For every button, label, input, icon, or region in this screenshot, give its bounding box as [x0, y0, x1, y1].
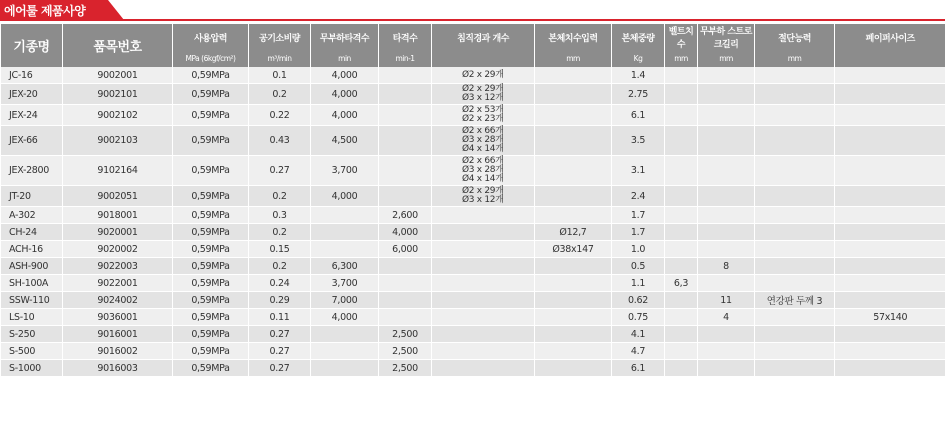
table-row: [1, 207, 945, 224]
cell-cutting: [755, 309, 835, 326]
cell-pressure: 0,59MPa: [173, 326, 249, 343]
cell-strokes: 2,600: [379, 207, 432, 224]
needle-spec-line: Ø2 x 23개: [462, 114, 504, 124]
cell-weight: 1.1: [612, 275, 665, 292]
cell-part-no: 9016003: [63, 360, 173, 377]
cell-weight: 6.1: [612, 105, 665, 126]
cell-part-no: 9020002: [63, 241, 173, 258]
cell-model: ASH-900: [1, 258, 63, 275]
cell-weight: 2.75: [612, 84, 665, 105]
cell-paper: [835, 186, 945, 207]
cell-strokes: [379, 258, 432, 275]
cell-strokes: 4,000: [379, 224, 432, 241]
table-row: [1, 309, 945, 326]
table-row: [1, 126, 945, 156]
cell-needle: [432, 207, 535, 224]
cell-strokes: [379, 84, 432, 105]
cell-stroke: [698, 360, 755, 377]
cell-paper: [835, 126, 945, 156]
cell-stroke: [698, 126, 755, 156]
cell-strokes: 2,500: [379, 343, 432, 360]
col-part-header: 품목번호: [63, 24, 173, 67]
cell-needle: [432, 292, 535, 309]
cell-air: 0.15: [249, 241, 311, 258]
title-underline: [0, 19, 945, 21]
needle-spec-line: Ø2 x 29개: [462, 186, 504, 196]
cell-stroke: [698, 326, 755, 343]
cell-paper: [835, 67, 945, 84]
cell-body-dim: [535, 126, 612, 156]
cell-part-no: 9020001: [63, 224, 173, 241]
cell-paper: [835, 360, 945, 377]
cell-air: 0.2: [249, 224, 311, 241]
cell-needle: [432, 224, 535, 241]
needle-spec-line: Ø3 x 12개: [462, 195, 504, 205]
cell-paper: [835, 292, 945, 309]
cell-weight: 3.5: [612, 126, 665, 156]
cell-pressure: 0,59MPa: [173, 309, 249, 326]
cell-noload: 4,000: [311, 67, 379, 84]
cell-weight: 0.75: [612, 309, 665, 326]
col-cutting-header: 절단능력: [755, 24, 835, 50]
cell-belt: [665, 292, 698, 309]
cell-part-no: 9036001: [63, 309, 173, 326]
cell-pressure: 0,59MPa: [173, 84, 249, 105]
cell-model: S-250: [1, 326, 63, 343]
cell-strokes: [379, 309, 432, 326]
cell-stroke: [698, 186, 755, 207]
cell-part-no: 9002101: [63, 84, 173, 105]
cell-part-no: 9022003: [63, 258, 173, 275]
cell-weight: 0.5: [612, 258, 665, 275]
cell-stroke: 4: [698, 309, 755, 326]
cell-needle: [432, 258, 535, 275]
cell-model: JEX-24: [1, 105, 63, 126]
unit-pressure: MPa (6kgf/cm²): [173, 50, 249, 67]
cell-cutting: [755, 105, 835, 126]
table-row: [1, 275, 945, 292]
cell-air: 0.3: [249, 207, 311, 224]
needle-spec-line: Ø2 x 53개: [462, 105, 504, 115]
table-row: [1, 258, 945, 275]
cell-stroke: [698, 207, 755, 224]
cell-needle: [432, 126, 535, 156]
cell-needle: [432, 241, 535, 258]
cell-pressure: 0,59MPa: [173, 224, 249, 241]
table-row: [1, 67, 945, 84]
spec-table: [0, 24, 945, 377]
cell-air: 0.27: [249, 360, 311, 377]
cell-strokes: 2,500: [379, 326, 432, 343]
cell-needle: [432, 156, 535, 186]
cell-body-dim: [535, 275, 612, 292]
cell-belt: [665, 207, 698, 224]
cell-strokes: [379, 156, 432, 186]
cell-body-dim: [535, 258, 612, 275]
cell-paper: [835, 326, 945, 343]
cell-paper: [835, 258, 945, 275]
cell-needle: [432, 275, 535, 292]
cell-noload: [311, 360, 379, 377]
cell-paper: [835, 275, 945, 292]
col-belt-header: 벨트치수: [665, 24, 698, 50]
cell-belt: [665, 84, 698, 105]
table-row: [1, 241, 945, 258]
cell-body-dim: [535, 360, 612, 377]
col-weight-header: 본체중량: [612, 24, 665, 50]
cell-body-dim: [535, 186, 612, 207]
cell-needle: [432, 326, 535, 343]
cell-model: JEX-2800: [1, 156, 63, 186]
cell-cutting: [755, 326, 835, 343]
cell-part-no: 9002102: [63, 105, 173, 126]
cell-air: 0.2: [249, 186, 311, 207]
cell-strokes: [379, 105, 432, 126]
cell-strokes: 2,500: [379, 360, 432, 377]
cell-pressure: 0,59MPa: [173, 360, 249, 377]
table-row: [1, 326, 945, 343]
table-row: [1, 156, 945, 186]
cell-needle: [432, 186, 535, 207]
cell-cutting: [755, 84, 835, 105]
cell-noload: 4,000: [311, 84, 379, 105]
cell-air: 0.2: [249, 84, 311, 105]
cell-belt: [665, 309, 698, 326]
cell-pressure: 0,59MPa: [173, 258, 249, 275]
cell-air: 0.27: [249, 343, 311, 360]
cell-cutting: [755, 258, 835, 275]
unit-stroke: mm: [698, 50, 755, 67]
cell-body-dim: [535, 292, 612, 309]
col-air-header: 공기소비량: [249, 24, 311, 50]
section-title: 에어툴 제품사양: [4, 4, 86, 18]
cell-paper: [835, 105, 945, 126]
cell-cutting: [755, 224, 835, 241]
cell-body-dim: [535, 207, 612, 224]
cell-needle: [432, 309, 535, 326]
col-needle-header: 침직경과 개수: [432, 24, 535, 50]
cell-strokes: [379, 275, 432, 292]
cell-air: 0.22: [249, 105, 311, 126]
cell-air: 0.2: [249, 258, 311, 275]
cell-part-no: 9016002: [63, 343, 173, 360]
cell-paper: 57x140: [835, 309, 945, 326]
cell-weight: 3.1: [612, 156, 665, 186]
cell-weight: 1.7: [612, 207, 665, 224]
cell-air: 0.11: [249, 309, 311, 326]
cell-cutting: 연강판 두께 3: [755, 292, 835, 309]
cell-cutting: [755, 186, 835, 207]
cell-cutting: [755, 275, 835, 292]
cell-belt: [665, 156, 698, 186]
cell-noload: 4,000: [311, 105, 379, 126]
cell-part-no: 9002001: [63, 67, 173, 84]
cell-weight: 1.4: [612, 67, 665, 84]
cell-noload: [311, 224, 379, 241]
cell-body-dim: [535, 84, 612, 105]
cell-stroke: [698, 241, 755, 258]
cell-cutting: [755, 343, 835, 360]
cell-stroke: 11: [698, 292, 755, 309]
table-row: [1, 292, 945, 309]
cell-body-dim: [535, 156, 612, 186]
needle-spec-line: Ø3 x 12개: [462, 93, 504, 103]
cell-strokes: [379, 126, 432, 156]
cell-model: A-302: [1, 207, 63, 224]
table-row: [1, 360, 945, 377]
cell-model: S-1000: [1, 360, 63, 377]
cell-pressure: 0,59MPa: [173, 156, 249, 186]
cell-belt: [665, 343, 698, 360]
cell-stroke: [698, 84, 755, 105]
cell-belt: [665, 241, 698, 258]
cell-part-no: 9016001: [63, 326, 173, 343]
cell-stroke: 8: [698, 258, 755, 275]
cell-noload: 4,000: [311, 186, 379, 207]
cell-stroke: [698, 67, 755, 84]
unit-cutting: mm: [755, 50, 835, 67]
cell-cutting: [755, 241, 835, 258]
cell-belt: [665, 326, 698, 343]
cell-belt: [665, 360, 698, 377]
unit-strokes: min-1: [379, 50, 432, 67]
cell-part-no: 9002051: [63, 186, 173, 207]
col-body-header: 본체치수입력: [535, 24, 612, 50]
unit-paper: [835, 50, 945, 67]
cell-stroke: [698, 156, 755, 186]
cell-air: 0.43: [249, 126, 311, 156]
cell-pressure: 0,59MPa: [173, 343, 249, 360]
cell-model: ACH-16: [1, 241, 63, 258]
cell-cutting: [755, 207, 835, 224]
cell-pressure: 0,59MPa: [173, 126, 249, 156]
table-row: [1, 186, 945, 207]
cell-model: CH-24: [1, 224, 63, 241]
cell-weight: 1.7: [612, 224, 665, 241]
col-noload-header: 무부하타격수: [311, 24, 379, 50]
col-model-header: 기종명: [1, 24, 63, 67]
cell-part-no: 9002103: [63, 126, 173, 156]
cell-stroke: [698, 343, 755, 360]
cell-body-dim: Ø38x147: [535, 241, 612, 258]
cell-strokes: 6,000: [379, 241, 432, 258]
cell-part-no: 9102164: [63, 156, 173, 186]
cell-air: 0.27: [249, 326, 311, 343]
cell-cutting: [755, 360, 835, 377]
cell-body-dim: [535, 326, 612, 343]
cell-air: 0.1: [249, 67, 311, 84]
cell-model: LS-10: [1, 309, 63, 326]
cell-weight: 2.4: [612, 186, 665, 207]
cell-noload: 4,500: [311, 126, 379, 156]
header-row: [1, 24, 945, 50]
needle-spec-line: Ø2 x 66개: [462, 156, 504, 166]
unit-needle: [432, 50, 535, 67]
cell-paper: [835, 241, 945, 258]
cell-noload: 3,700: [311, 275, 379, 292]
cell-pressure: 0,59MPa: [173, 275, 249, 292]
cell-model: SSW-110: [1, 292, 63, 309]
table-row: [1, 105, 945, 126]
cell-noload: 4,000: [311, 309, 379, 326]
cell-belt: [665, 224, 698, 241]
table-row: [1, 84, 945, 105]
cell-paper: [835, 84, 945, 105]
unit-weight: Kg: [612, 50, 665, 67]
cell-needle: [432, 360, 535, 377]
cell-model: SH-100A: [1, 275, 63, 292]
cell-body-dim: [535, 67, 612, 84]
cell-pressure: 0,59MPa: [173, 186, 249, 207]
col-strokes-header: 타격수: [379, 24, 432, 50]
needle-spec-line: Ø4 x 14개: [462, 174, 504, 184]
cell-needle: [432, 67, 535, 84]
cell-model: JEX-20: [1, 84, 63, 105]
cell-noload: [311, 207, 379, 224]
cell-model: JT-20: [1, 186, 63, 207]
cell-stroke: [698, 224, 755, 241]
unit-air: m³/min: [249, 50, 311, 67]
cell-part-no: 9022001: [63, 275, 173, 292]
needle-spec-line: Ø4 x 14개: [462, 144, 504, 154]
cell-belt: [665, 105, 698, 126]
cell-body-dim: [535, 343, 612, 360]
cell-model: S-500: [1, 343, 63, 360]
cell-paper: [835, 343, 945, 360]
col-pressure-header: 사용압력: [173, 24, 249, 50]
cell-air: 0.27: [249, 156, 311, 186]
cell-noload: [311, 326, 379, 343]
cell-body-dim: [535, 105, 612, 126]
cell-needle: [432, 105, 535, 126]
cell-noload: 6,300: [311, 258, 379, 275]
unit-noload: min: [311, 50, 379, 67]
needle-spec-line: Ø2 x 29개: [462, 84, 504, 94]
cell-paper: [835, 224, 945, 241]
cell-stroke: [698, 275, 755, 292]
cell-strokes: [379, 67, 432, 84]
cell-pressure: 0,59MPa: [173, 292, 249, 309]
cell-strokes: [379, 292, 432, 309]
table-row: [1, 224, 945, 241]
cell-pressure: 0,59MPa: [173, 207, 249, 224]
cell-belt: [665, 67, 698, 84]
cell-noload: 3,700: [311, 156, 379, 186]
cell-paper: [835, 156, 945, 186]
cell-air: 0.29: [249, 292, 311, 309]
cell-weight: 4.7: [612, 343, 665, 360]
cell-pressure: 0,59MPa: [173, 67, 249, 84]
cell-part-no: 9024002: [63, 292, 173, 309]
cell-needle: [432, 84, 535, 105]
cell-air: 0.24: [249, 275, 311, 292]
unit-belt: mm: [665, 50, 698, 67]
needle-spec-line: Ø2 x 66개: [462, 126, 504, 136]
needle-spec-line: Ø3 x 28개: [462, 165, 504, 175]
needle-spec-line: Ø3 x 28개: [462, 135, 504, 145]
table-row: [1, 343, 945, 360]
cell-weight: 6.1: [612, 360, 665, 377]
cell-body-dim: [535, 309, 612, 326]
cell-needle: [432, 343, 535, 360]
cell-belt: [665, 126, 698, 156]
cell-weight: 1.0: [612, 241, 665, 258]
cell-pressure: 0,59MPa: [173, 241, 249, 258]
cell-body-dim: Ø12,7: [535, 224, 612, 241]
cell-pressure: 0,59MPa: [173, 105, 249, 126]
cell-belt: 6,3: [665, 275, 698, 292]
needle-spec-line: Ø2 x 29개: [462, 69, 504, 80]
cell-cutting: [755, 126, 835, 156]
cell-cutting: [755, 156, 835, 186]
cell-model: JC-16: [1, 67, 63, 84]
cell-noload: 7,000: [311, 292, 379, 309]
cell-paper: [835, 207, 945, 224]
cell-model: JEX-66: [1, 126, 63, 156]
cell-strokes: [379, 186, 432, 207]
cell-belt: [665, 186, 698, 207]
cell-belt: [665, 258, 698, 275]
cell-part-no: 9018001: [63, 207, 173, 224]
unit-body: mm: [535, 50, 612, 67]
cell-noload: [311, 343, 379, 360]
col-stroke-header: 무부하 스트로크길리: [698, 24, 755, 50]
cell-noload: [311, 241, 379, 258]
cell-weight: 0.62: [612, 292, 665, 309]
cell-stroke: [698, 105, 755, 126]
col-paper-header: 페이퍼사이즈: [835, 24, 945, 50]
cell-weight: 4.1: [612, 326, 665, 343]
cell-cutting: [755, 67, 835, 84]
